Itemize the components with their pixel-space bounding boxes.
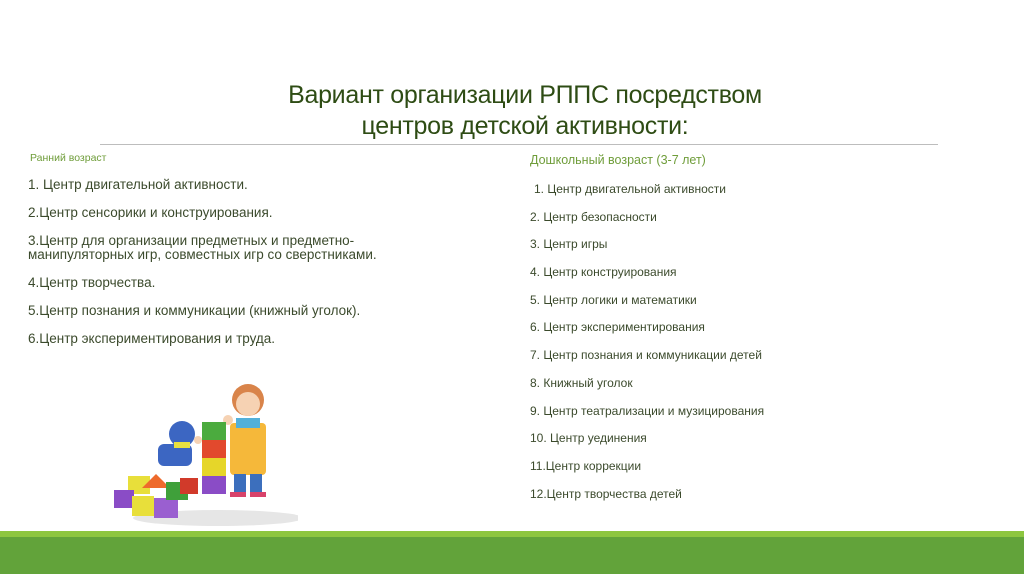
preschool-age-column <box>530 153 930 514</box>
list-item: 9. Центр театрализации и музицирования <box>530 403 765 418</box>
list-item: 6. Центр экспериментирования <box>530 320 705 335</box>
list-item: 6.Центр экспериментирования и труда. <box>28 331 276 346</box>
list-item: 3. Центр игры <box>530 237 608 252</box>
list-item: 8. Книжный уголок <box>530 375 633 390</box>
list-item: 7. Центр познания и коммуникации детей <box>530 348 762 363</box>
list-item: 1. Центр двигательной активности <box>534 182 726 196</box>
list-item: 4. Центр конструирования <box>530 265 677 280</box>
slide-title-line-2: центров детской активности: <box>361 112 689 140</box>
list-item: 2.Центр сенсорики и конструирования. <box>28 205 273 220</box>
list-item: 12.Центр творчества детей <box>530 486 682 501</box>
early-age-subheading: Ранний возраст <box>30 152 107 164</box>
list-item: 11.Центр коррекции <box>530 458 642 473</box>
list-item: 5. Центр логики и математики <box>530 292 697 307</box>
title-divider <box>100 144 938 145</box>
slide-title-line-1: Вариант организации РППС посредством <box>288 81 762 109</box>
slide-title <box>230 80 820 142</box>
footer-bar <box>0 537 1024 574</box>
list-item: 10. Центр уединения <box>530 431 647 446</box>
list-item: 5.Центр познания и коммуникации (книжный уголок). <box>28 303 361 318</box>
children-playing-blocks-icon <box>108 378 298 528</box>
list-item: 3.Центр для организации предметных и предметно-манипуляторных игр, совместных игр со сверстниками. <box>28 233 377 262</box>
list-item: 4.Центр творчества. <box>28 275 156 290</box>
preschool-age-subheading: Дошкольный возраст (3-7 лет) <box>530 153 706 167</box>
list-item: 1. Центр двигательной активности. <box>28 177 248 192</box>
list-item: 2. Центр безопасности <box>530 209 657 224</box>
early-age-column <box>28 152 498 360</box>
